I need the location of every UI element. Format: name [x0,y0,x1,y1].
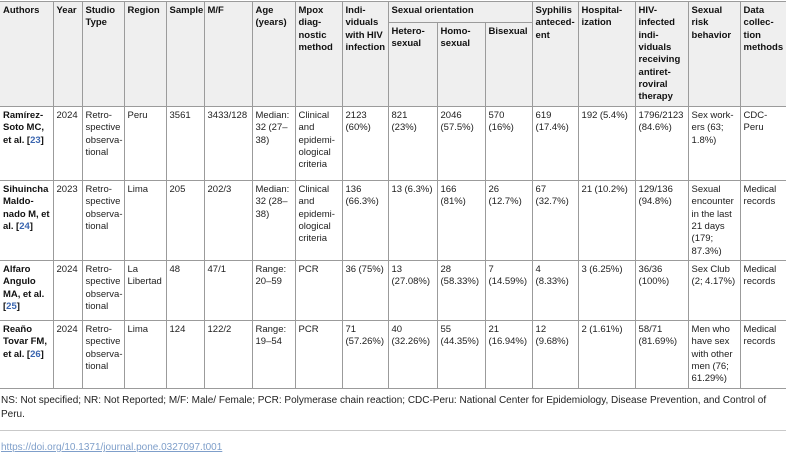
cell-sample: 124 [166,321,204,389]
cell-age: Median: 32 (28–38) [252,181,295,261]
cell-hiv-individuals: 36 (75%) [342,261,388,321]
cell-mpox-method: Clinical and epidemiological criteria [295,107,342,181]
cell-hospitalization: 2 (1.61%) [578,321,635,389]
cell-risk-behavior: Sex Club (2; 4.17%) [688,261,740,321]
cell-hiv-individuals: 2123 (60%) [342,107,388,181]
author-name: Sihuincha Maldonado M, et al. [3,184,50,233]
cell-studio-type: Retrospective observational [82,107,124,181]
cell-syphilis: 67 (32.7%) [532,181,578,261]
cell-hiv-individuals: 136 (66.3%) [342,181,388,261]
col-header-hospitalization: Hospitalization [578,2,635,107]
cell-mpox-method: Clinical and epidemiological criteria [295,181,342,261]
reference-citation: [24] [16,221,33,233]
col-header-mpox-method: Mpox diagnostic method [295,2,342,107]
cell-region: Lima [124,321,166,389]
cell-data-collection: CDC-Peru [740,107,786,181]
study-row-3 [0,261,786,321]
study-row-1 [0,107,786,181]
cell-studio-type: Retrospective observational [82,261,124,321]
col-header-art: HIV-infected individuals receiving antiretroviral therapy [635,2,688,107]
col-header-risk-behavior: Sexual risk behavior [688,2,740,107]
cell-art: 129/136 (94.8%) [635,181,688,261]
cell-heterosexual: 821 (23%) [388,107,437,181]
col-header-sexual-orientation: Sexual orientation [388,2,532,23]
cell-mpox-method: PCR [295,261,342,321]
cell-region: Peru [124,107,166,181]
col-header-studio-type: Studio Type [82,2,124,107]
cell-syphilis: 619 (17.4%) [532,107,578,181]
cell-mf: 47/1 [204,261,252,321]
table-body [0,107,786,389]
cell-risk-behavior: Sex workers (63; 1.8%) [688,107,740,181]
cell-hospitalization: 21 (10.2%) [578,181,635,261]
table-footnote: NS: Not specified; NR: Not Reported; M/F: Male/ Female; PCR: Polymerase chain reaction; CDC-Peru: National Center for Epidemiology, Disease Prevention, and Control of Peru. [1,395,767,420]
cell-syphilis: 4 (8.33%) [532,261,578,321]
cell-region: Lima [124,181,166,261]
reference-citation: [25] [3,301,20,313]
cell-art: 58/71 (81.69%) [635,321,688,389]
cell-hiv-individuals: 71 (57.26%) [342,321,388,389]
reference-citation: [23] [26,134,44,146]
cell-mf: 122/2 [204,321,252,389]
table-header [0,2,786,107]
cell-data-collection: Medical records [740,181,786,261]
cell-syphilis: 12 (9.68%) [532,321,578,389]
reference-link[interactable]: 23 [30,134,41,146]
col-header-data-collection: Data collection methods [740,2,786,107]
cell-heterosexual: 40 (32.26%) [388,321,437,389]
col-header-syphilis: Syphilis antecedent [532,2,578,107]
cell-year: 2024 [53,107,82,181]
cell-age: Range: 20–59 [252,261,295,321]
cell-year: 2024 [53,321,82,389]
cell-studio-type: Retrospective observational [82,321,124,389]
cell-sample: 48 [166,261,204,321]
cell-mf: 202/3 [204,181,252,261]
cell-authors [0,261,53,321]
col-header-year: Year [53,2,82,107]
reference-link[interactable]: 25 [6,301,17,313]
col-header-authors: Authors [0,2,53,107]
reference-citation: [26] [26,348,44,360]
author-name: Ramírez-Soto MC, et al. [3,110,44,146]
cell-year: 2024 [53,261,82,321]
reference-link[interactable]: 24 [19,221,30,233]
cell-art: 1796/2123 (84.6%) [635,107,688,181]
cell-bisexual: 7 (14.59%) [485,261,532,321]
col-header-heterosexual: Heterosexual [388,23,437,107]
col-header-mf: M/F [204,2,252,107]
author-name: Alfaro Angulo MA, et al. [3,264,45,300]
cell-year: 2023 [53,181,82,261]
col-header-hiv-individuals: Individuals with HIV infection [342,2,388,107]
author-name: Reaño Tovar FM, et al. [3,324,47,360]
cell-hospitalization: 192 (5.4%) [578,107,635,181]
cell-authors [0,107,53,181]
cell-region: La Libertad [124,261,166,321]
cell-data-collection: Medical records [740,321,786,389]
study-characteristics-table [0,1,786,389]
cell-sample: 205 [166,181,204,261]
study-row-4 [0,321,786,389]
study-row-2 [0,181,786,261]
cell-authors [0,321,53,389]
cell-homosexual: 166 (81%) [437,181,485,261]
col-header-homosexual: Homosexual [437,23,485,107]
cell-age: Median: 32 (27–38) [252,107,295,181]
doi-link[interactable]: https://doi.org/10.1371/journal.pone.0327097.t001 [1,442,223,454]
cell-mpox-method: PCR [295,321,342,389]
cell-bisexual: 570 (16%) [485,107,532,181]
cell-data-collection: Medical records [740,261,786,321]
cell-art: 36/36 (100%) [635,261,688,321]
col-header-age: Age (years) [252,2,295,107]
cell-sample: 3561 [166,107,204,181]
col-header-sample: Sample [166,2,204,107]
cell-bisexual: 26 (12.7%) [485,181,532,261]
cell-homosexual: 55 (44.35%) [437,321,485,389]
cell-heterosexual: 13 (6.3%) [388,181,437,261]
cell-hospitalization: 3 (6.25%) [578,261,635,321]
cell-homosexual: 2046 (57.5%) [437,107,485,181]
reference-link[interactable]: 26 [30,348,41,360]
cell-studio-type: Retrospective observational [82,181,124,261]
cell-bisexual: 21 (16.94%) [485,321,532,389]
cell-risk-behavior: Sexual encounter in the last 21 days (179; 87.3%) [688,181,740,261]
col-header-bisexual: Bisexual [485,23,532,107]
cell-mf: 3433/128 [204,107,252,181]
col-header-region: Region [124,2,166,107]
cell-age: Range: 19–54 [252,321,295,389]
cell-homosexual: 28 (58.33%) [437,261,485,321]
cell-heterosexual: 13 (27.08%) [388,261,437,321]
header-row-main [0,2,786,23]
divider-line [0,430,786,431]
cell-risk-behavior: Men who have sex with other men (76; 61.29%) [688,321,740,389]
cell-authors [0,181,53,261]
